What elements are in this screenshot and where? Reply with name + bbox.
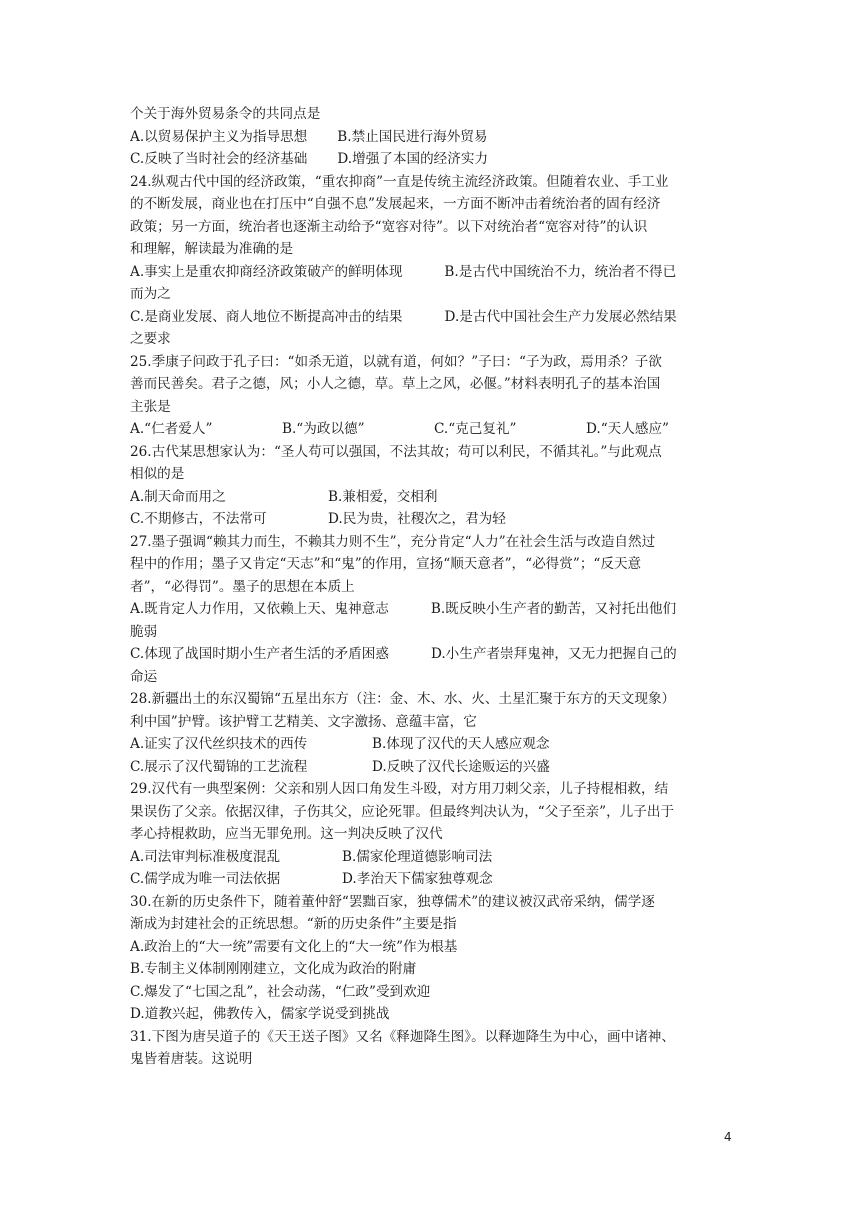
option-b: B.体现了汉代的天人感应观念: [372, 736, 550, 752]
option-row: [130, 261, 730, 284]
text-line: 利中国”护臂。该护臂工艺精美、文字激扬、意蕴丰富，它: [130, 713, 477, 730]
option-a: A.事实上是重农抑商经济政策破产的鲜明体现: [130, 263, 403, 280]
option-d: D.孝治天下儒家独尊观念: [342, 871, 493, 887]
question-24: 24.纵观古代中国的经济政策，“重农抑商”一直是传统主流经济政策。但随着农业、手工业: [130, 173, 669, 190]
question-31: 31.下图为唐吴道子的《天王送子图》又名《释迦降生图》。以释迦降生为中心，画中诸神、: [130, 1028, 675, 1045]
option-row: [130, 733, 730, 756]
option-row: [130, 756, 730, 779]
option-d: D.反映了汉代长途贩运的兴盛: [372, 758, 550, 775]
text-line: 主张是: [130, 398, 171, 415]
option-row: [130, 148, 730, 171]
text-line: 孝心持棍救助，应当无罪免刑。这一判决反映了汉代: [130, 826, 443, 842]
text-line: 的不断发展，商业也在打压中“自强不息”发展起来，一方面不断冲击着统治者的固有经济: [130, 196, 661, 212]
text-line: 者”，“必得罚”。墨子的思想在本质上: [130, 578, 355, 595]
page-number: 4: [724, 1130, 732, 1144]
option-row: [130, 508, 730, 531]
option-c: C.体现了战国时期小生产者生活的矛盾困惑: [130, 646, 389, 662]
text-line: 相似的是: [130, 466, 185, 482]
text-line: 政策；另一方面，统治者也逐渐主动给予“宽容对待”。以下对统治者“宽容对待”的认识: [130, 218, 648, 235]
option-row: [130, 868, 730, 891]
text-line: 脆弱: [130, 623, 158, 640]
option-row: [130, 846, 730, 869]
option-c: C.展示了汉代蜀锦的工艺流程: [130, 758, 308, 775]
option-row: [130, 486, 730, 509]
option-c: C.反映了当时社会的经济基础: [130, 151, 308, 167]
option-a: A.以贸易保护主义为指导思想: [130, 128, 308, 145]
text-line: 渐成为封建社会的正统思想。“新的历史条件”主要是指: [130, 916, 457, 932]
text-line: 程中的作用；墨子又肯定“天志”和“鬼”的作用，宣扬“顺天意者”，“必得赏”；“反天意: [130, 556, 642, 572]
option-row: [130, 643, 730, 666]
option-a: A.制天命而用之: [130, 488, 226, 505]
text-line: 命运: [130, 668, 158, 685]
text-line: 果误伤了父亲。依据汉律，子伤其父，应论死罪。但最终判决认为，“父子至亲”，儿子出于: [130, 803, 675, 820]
question-25: 25.季康子问政于孔子曰：“如杀无道，以就有道，何如？”子曰：“子为政，焉用杀？子欲: [130, 353, 662, 370]
option-b: B.兼相爱，交相利: [328, 488, 438, 505]
text-line: 鬼皆着唐装。这说明: [130, 1051, 253, 1067]
option-a: A.政治上的“大一统”需要有文化上的“大一统”作为根基: [130, 938, 458, 955]
option-b: B.儒家伦理道德影响司法: [342, 848, 493, 865]
option-c: C.爆发了“七国之乱”，社会动荡，“仁政”受到欢迎: [130, 983, 431, 1000]
option-d: D.增强了本国的经济实力: [337, 151, 489, 167]
option-d: D.民为贵，社稷次之，君为轻: [328, 511, 506, 527]
option-row: [130, 598, 730, 621]
text-line: 善而民善矣。君子之德，风；小人之德，草。草上之风，必偃。”材料表明孔子的基本治国: [130, 376, 661, 392]
option-d: D.小生产者崇拜鬼神，又无力把握自己的: [430, 646, 677, 662]
option-a: A.司法审判标准极度混乱: [130, 848, 281, 865]
exam-text: [130, 103, 730, 1071]
question-28: 28.新疆出土的东汉蜀锦“五星出东方（注：金、木、水、火、土星汇聚于东方的天文现象）: [130, 691, 676, 707]
option-d: D.道教兴起，佛教传入，儒家学说受到挑战: [130, 1006, 390, 1022]
option-b: B.禁止国民进行海外贸易: [337, 128, 488, 145]
option-b: B.既反映小生产者的勤苦，又衬托出他们: [430, 601, 677, 617]
text-line: 而为之: [130, 286, 171, 302]
option-a: A.既肯定人力作用，又依赖上天、鬼神意志: [130, 601, 389, 617]
option-c: C.“克己复礼”: [434, 421, 517, 437]
option-d: D.是古代中国社会生产力发展必然结果: [444, 308, 677, 325]
option-row: [130, 306, 730, 329]
option-c: C.儒学成为唯一司法依据: [130, 871, 281, 887]
option-a: A.“仁者爱人”: [130, 421, 213, 437]
option-b: B.专制主义体制刚刚建立，文化成为政治的附庸: [130, 961, 417, 977]
option-b: B.是古代中国统治不力，统治者不得已: [444, 263, 677, 280]
text-line: 和理解，解读最为准确的是: [130, 241, 294, 257]
option-d: D.“天人感应”: [586, 421, 670, 437]
text-line: 个关于海外贸易条令的共同点是: [130, 106, 321, 122]
question-26: 26.古代某思想家认为：“圣人苟可以强国，不法其故；苟可以利民，不循其礼。”与此观点: [130, 443, 662, 460]
question-30: 30.在新的历史条件下，随着董仲舒“罢黜百家，独尊儒术”的建议被汉武帝采纳，儒学逐: [130, 893, 655, 910]
option-b: B.“为政以德”: [282, 421, 365, 437]
option-c: C.不期修古，不法常可: [130, 511, 267, 527]
text-line: 之要求: [130, 331, 171, 347]
option-row: [130, 418, 730, 441]
question-29: 29.汉代有一典型案例：父亲和别人因口角发生斗殴，对方用刀刺父亲，儿子持棍相救，结: [130, 781, 669, 797]
question-27: 27.墨子强调“赖其力而生，不赖其力则不生”，充分肯定“人力”在社会生活与改造自然过: [130, 533, 656, 550]
option-row: [130, 126, 730, 149]
option-a: A.证实了汉代丝织技术的西传: [130, 736, 308, 752]
option-c: C.是商业发展、商人地位不断提高冲击的结果: [130, 308, 403, 325]
